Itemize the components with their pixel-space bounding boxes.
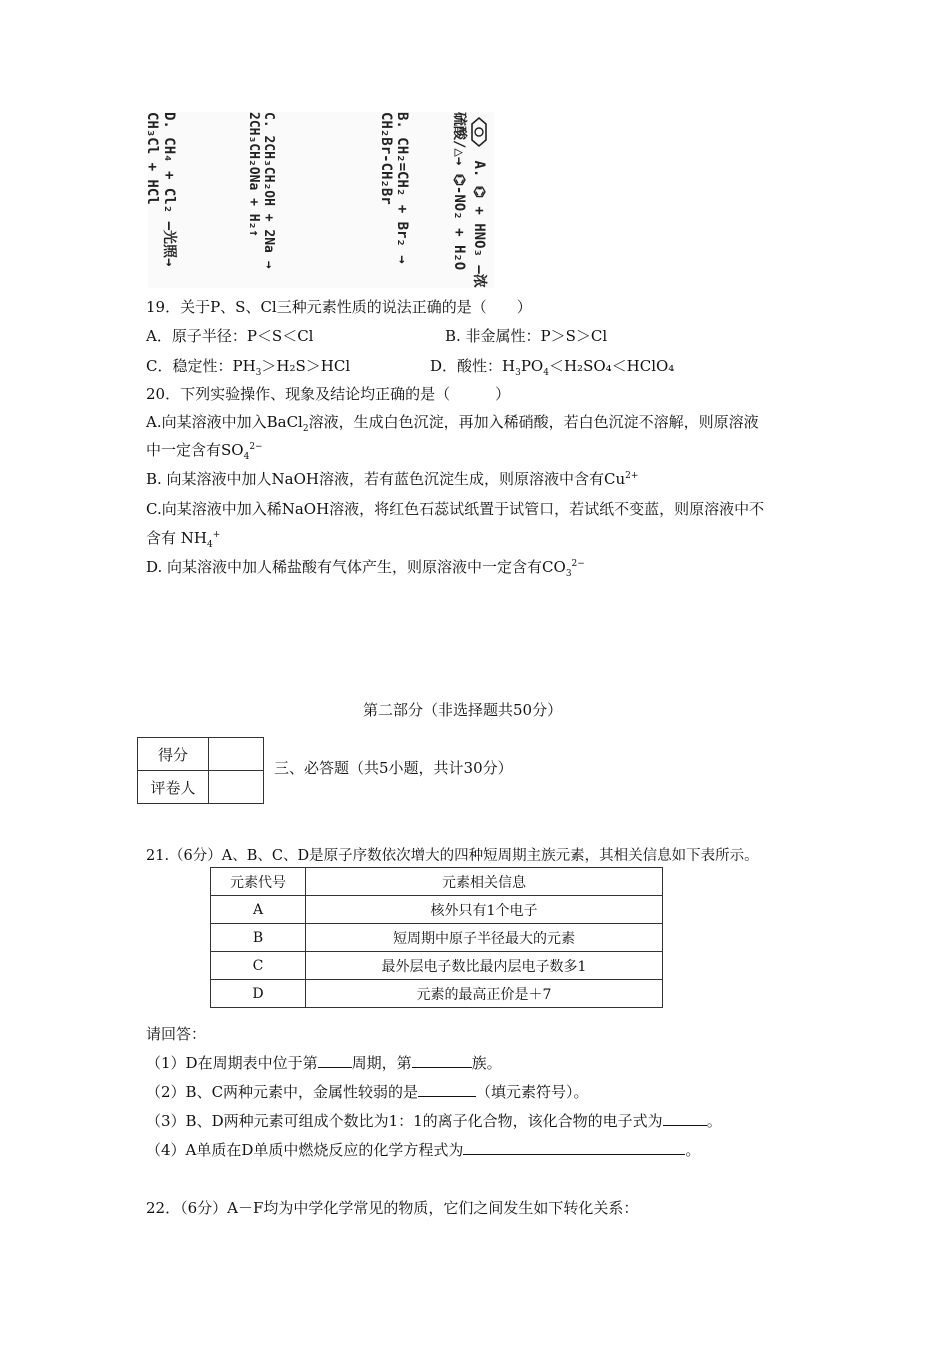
table-cell: C: [211, 952, 306, 980]
reaction-a-text: A. ⌬ + HNO₃ —浓硫酸/△→ ⌬-NO₂ + H₂O: [451, 112, 487, 288]
q19-stem: 19．关于P、S、Cl三种元素性质的说法正确的是（ ）: [146, 298, 532, 316]
q19-option-a: A．原子半径：P＜S＜Cl: [146, 327, 314, 345]
grader-cell[interactable]: [209, 771, 264, 804]
q20-option-d: D. 向某溶液中加人稀盐酸有气体产生，则原溶液中一定含有$CO_3^{2-}$: [146, 558, 585, 579]
table-header: 元素代号: [211, 868, 306, 896]
table-row: [211, 980, 663, 1008]
q21-please-answer: 请回答：: [146, 1025, 207, 1043]
q20-option-c-line1: C.向某溶液中加入稀NaOH溶液，将红色石蕊试纸置于试管口，若试纸不变蓝，则原溶液中不: [146, 500, 765, 518]
q20-option-b: B. 向某溶液中加人NaOH溶液，若有蓝色沉淀生成，则原溶液中含有$Cu^{2+}$: [146, 470, 639, 488]
answer-blank[interactable]: [463, 1140, 685, 1155]
answer-blank[interactable]: [418, 1082, 476, 1097]
element-info-table: [210, 867, 663, 1008]
table-row: [211, 896, 663, 924]
q22-stem: 22．（6分）A－F均为中学化学常见的物质，它们之间发生如下转化关系：: [146, 1199, 639, 1217]
part2-title: 第二部分（非选择题共50分）: [363, 701, 563, 719]
scanned-reaction-image: [144, 112, 494, 288]
score-label: 得分: [138, 738, 209, 771]
table-cell: 短周期中原子半径最大的元素: [306, 924, 663, 952]
q21-sub1: （1）D在周期表中位于第 周期，第 族。: [146, 1054, 502, 1072]
q19-option-b: B. 非金属性：P＞S＞Cl: [445, 327, 608, 345]
table-header-row: [211, 868, 663, 896]
reaction-c: C. 2CH₃CH₂OH + 2Na → 2CH₃CH₂ONa + H₂↑: [246, 112, 276, 269]
q19-option-d: D．酸性：$H_3PO_4<H_2SO_4<HClO_4$: [430, 357, 675, 378]
table-header: 元素相关信息: [306, 868, 663, 896]
q21-stem: 21.（6分）A、B、C、D是原子序数依次增大的四种短周期主族元素，其相关信息如下表所示。: [146, 848, 759, 864]
reaction-a: [450, 112, 490, 288]
table-cell: B: [211, 924, 306, 952]
q21-sub2: （2）B、C两种元素中，金属性较弱的是 （填元素符号）。: [146, 1083, 589, 1101]
q21-sub4: （4）A单质在D单质中燃烧反应的化学方程式为 。: [146, 1141, 701, 1159]
benzene-ring-icon: [470, 112, 488, 152]
q20-option-a-line1: A.向某溶液中加入BaCl$_2$溶液，生成白色沉淀，再加入稀硝酸，若白色沉淀不溶解，则原溶液: [146, 413, 759, 434]
table-cell: 最外层电子数比最内层电子数多1: [306, 952, 663, 980]
q21-sub3: （3）B、D两种元素可组成个数比为1：1的离子化合物，该化合物的电子式为 。: [146, 1112, 722, 1130]
score-cell[interactable]: [209, 738, 264, 771]
answer-blank[interactable]: [663, 1111, 707, 1126]
grader-label: 评卷人: [138, 771, 209, 804]
reaction-b: B. CH₂=CH₂ + Br₂ → CH₂Br-CH₂Br: [378, 112, 410, 264]
answer-blank[interactable]: [318, 1053, 352, 1068]
answer-blank[interactable]: [412, 1053, 472, 1068]
q20-option-c-line2: 含有 $NH_4^+$: [146, 529, 221, 550]
score-box: [137, 737, 264, 804]
table-cell: A: [211, 896, 306, 924]
table-row: [211, 952, 663, 980]
table-cell: 元素的最高正价是＋7: [306, 980, 663, 1008]
table-row: [211, 924, 663, 952]
q20-stem: 20．下列实验操作、现象及结论均正确的是（ ）: [146, 385, 511, 403]
table-cell: D: [211, 980, 306, 1008]
q19-option-c: C．稳定性：$PH_3>H_2S>HCl$: [146, 357, 351, 378]
section3-title: 三、必答题（共5小题，共计30分）: [274, 759, 513, 777]
q20-option-a-line2: 中一定含有$SO_4^{2-}$: [146, 441, 263, 462]
reaction-d: D. CH₄ + Cl₂ —光照→ CH₃Cl + HCl: [144, 112, 177, 267]
table-cell: 核外只有1个电子: [306, 896, 663, 924]
